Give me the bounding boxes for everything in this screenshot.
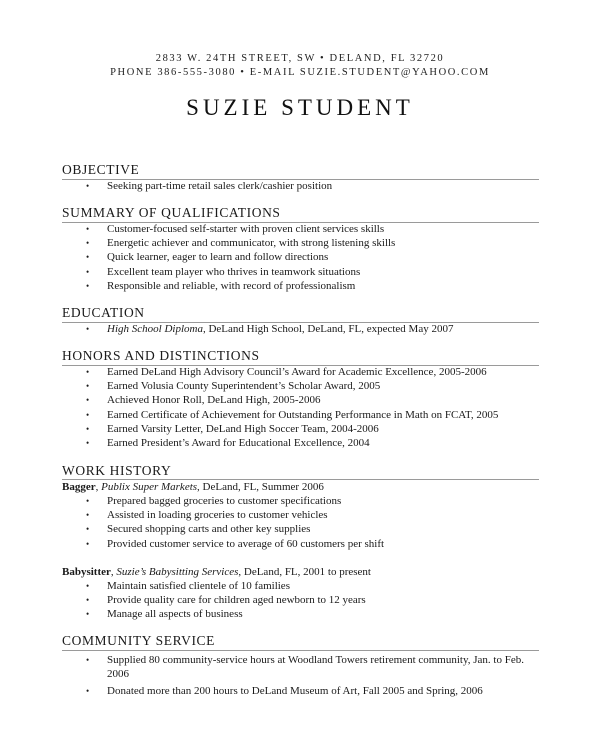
contact-line: PHONE 386-555-3080 • E-MAIL SUZIE.STUDENT@YAHOO.COM [110, 67, 490, 78]
job-employer: Suzie’s Babysitting Services [116, 566, 239, 578]
list-item: • Earned Volusia County Superintendent’s Scholar Award, 2005 [86, 380, 381, 393]
list-item: • Energetic achiever and communicator, with strong listening skills [86, 237, 396, 250]
job-title-line: Bagger, Publix Super Markets, DeLand, FL, Summer 2006 [62, 481, 324, 493]
community-heading: COMMUNITY SERVICE [62, 633, 215, 648]
list-item: • High School Diploma, DeLand High School, DeLand, FL, expected May 2007 [86, 323, 454, 335]
bullet-icon: • [86, 609, 90, 620]
list-item: • Maintain satisfied clientele of 10 families [86, 580, 290, 592]
education-list [0, 322, 600, 336]
job-role: Babysitter [62, 566, 111, 578]
list-item: • Responsible and reliable, with record of professionalism [86, 279, 356, 292]
job-duties-list [0, 579, 600, 622]
list-item: • Provide quality care for children aged newborn to 12 years [86, 594, 366, 607]
bullet-icon: • [86, 595, 90, 606]
list-item: • Manage all aspects of business [86, 608, 243, 621]
bullet-icon: • [86, 266, 90, 277]
honors-heading: HONORS AND DISTINCTIONS [62, 348, 260, 363]
bullet-icon: • [86, 655, 90, 665]
job-employer: Publix Super Markets [101, 481, 198, 493]
list-item: • Achieved Honor Roll, DeLand High, 2005-2006 [86, 394, 321, 407]
bullet-icon: • [86, 381, 90, 392]
list-item: • Donated more than 200 hours to DeLand Museum of Art, Fall 2005 and Spring, 2006 [86, 685, 483, 698]
bullet-icon: • [86, 524, 90, 535]
bullet-icon: • [86, 280, 90, 291]
list-item: • Prepared bagged groceries to customer specifications [86, 495, 342, 507]
bullet-icon: • [86, 409, 90, 420]
education-heading: EDUCATION [62, 305, 145, 320]
list-item: • Earned Certificate of Achievement for Outstanding Performance in Math on FCAT, 2005 [86, 408, 499, 421]
community-list [0, 653, 600, 699]
address-line: 2833 W. 24TH STREET, SW • DELAND, FL 32720 [155, 53, 445, 64]
bullet-icon: • [86, 581, 90, 591]
list-item: • Secured shopping carts and other key supplies [86, 523, 311, 536]
bullet-icon: • [86, 437, 90, 448]
bullet-icon: • [86, 224, 90, 234]
bullet-icon: • [86, 252, 90, 263]
work-heading: WORK HISTORY [62, 463, 172, 478]
bullet-icon: • [86, 423, 90, 434]
job-title-line: Babysitter, Suzie’s Babysitting Services, DeLand, FL, 2001 to present [62, 566, 371, 578]
bullet-icon: • [86, 496, 90, 506]
section-divider [62, 650, 539, 651]
objective-list [0, 179, 600, 193]
list-item: • Excellent team player who thrives in teamwork situations [86, 265, 361, 278]
honors-list [0, 365, 600, 450]
list-item: • Quick learner, eager to learn and follow directions [86, 251, 329, 264]
bullet-icon: • [86, 181, 90, 191]
list-item: • Provided customer service to average of 60 customers per shift [86, 537, 385, 550]
list-item: • Earned Varsity Letter, DeLand High Soccer Team, 2004-2006 [86, 422, 379, 435]
list-item: • Customer-focused self-starter with proven client services skills [86, 223, 385, 235]
bullet-icon: • [86, 395, 90, 406]
list-item: • Assisted in loading groceries to customer vehicles [86, 509, 328, 522]
list-item: • Earned DeLand High Advisory Council’s Award for Academic Excellence, 2005-2006 [86, 366, 487, 378]
bullet-icon: • [86, 538, 90, 549]
bullet-icon: • [86, 686, 90, 697]
diploma: High School Diploma [107, 323, 203, 335]
list-item: • Supplied 80 community-service hours at Woodland Towers retirement community, Jan. to Feb. 2006 [86, 654, 524, 681]
list-item: • Seeking part-time retail sales clerk/cashier position [86, 180, 333, 192]
objective-heading: OBJECTIVE [62, 162, 140, 177]
qualifications-heading: SUMMARY OF QUALIFICATIONS [62, 205, 281, 220]
list-item: • Earned President’s Award for Educational Excellence, 2004 [86, 436, 370, 449]
bullet-icon: • [86, 238, 90, 249]
bullet-icon: • [86, 367, 90, 377]
qualifications-list [0, 222, 600, 293]
job-duties-list [0, 494, 600, 551]
job-role: Bagger [62, 481, 96, 493]
bullet-icon: • [86, 510, 90, 521]
bullet-icon: • [86, 324, 90, 334]
candidate-name: SUZIE STUDENT [186, 95, 414, 120]
